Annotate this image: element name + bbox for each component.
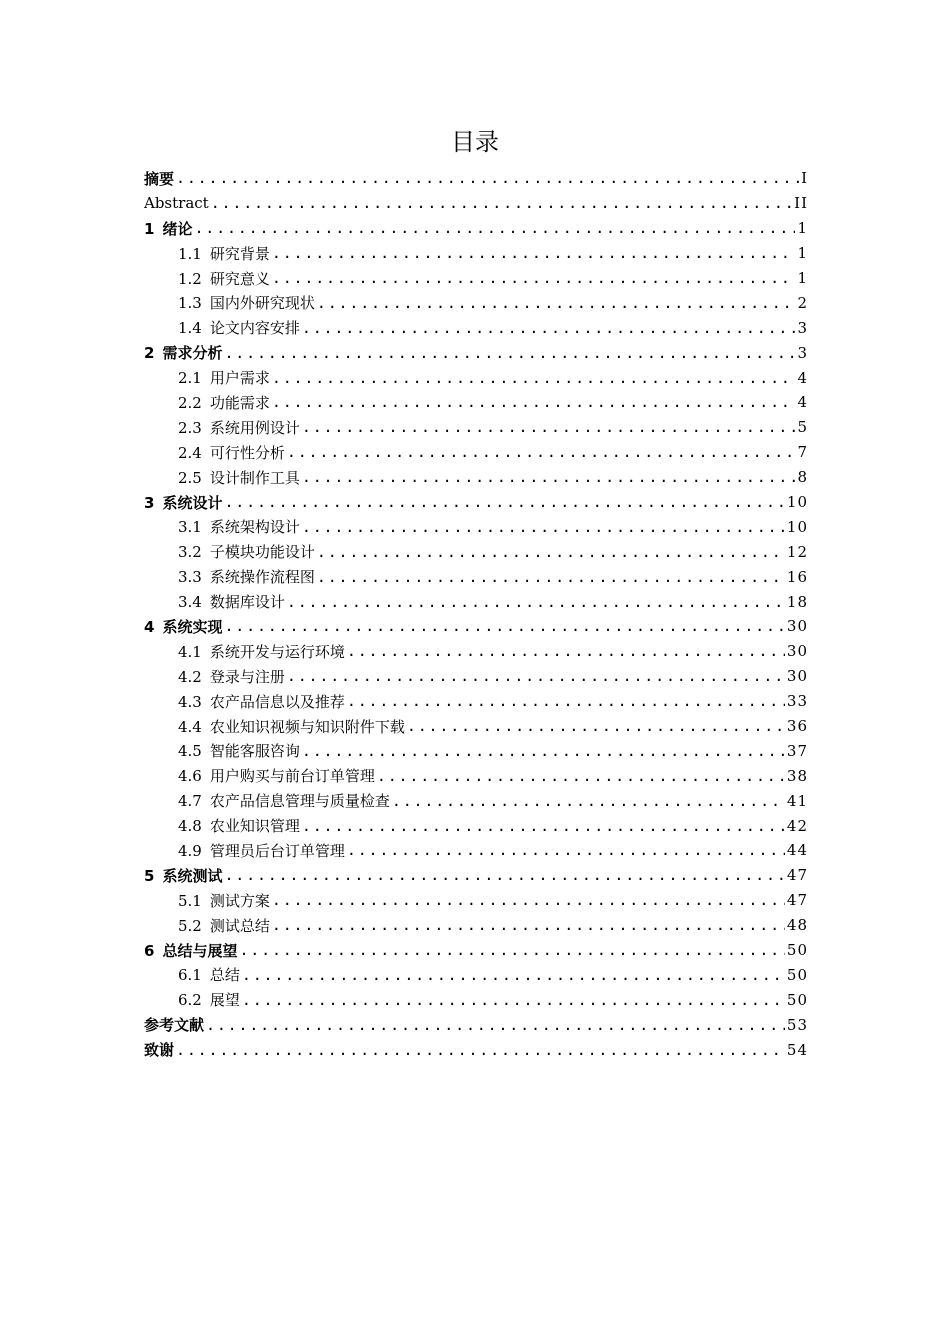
toc-entry-number: 2.5 bbox=[178, 468, 202, 487]
toc-entry-label bbox=[178, 268, 270, 289]
toc-entry[interactable] bbox=[144, 788, 808, 813]
dot-leader bbox=[317, 543, 785, 561]
toc-entry-number: 4.6 bbox=[178, 767, 202, 786]
toc-entry-page-number: 50 bbox=[786, 965, 808, 984]
toc-entry-page-number: 36 bbox=[786, 717, 808, 736]
toc-entry-number: 4.2 bbox=[178, 667, 202, 686]
toc-entry-label bbox=[144, 1014, 204, 1035]
dot-leader bbox=[206, 1016, 785, 1034]
dot-leader bbox=[224, 344, 795, 362]
toc-entry-label bbox=[178, 467, 300, 488]
toc-entry[interactable] bbox=[144, 514, 808, 539]
toc-entry-number: 4.1 bbox=[178, 642, 202, 661]
toc-entry-text: 展望 bbox=[209, 991, 240, 1010]
dot-leader bbox=[224, 493, 784, 511]
toc-entry-text: 论文内容安排 bbox=[209, 319, 300, 338]
toc-entry-text: 用户需求 bbox=[209, 369, 270, 388]
toc-entry-number: 4.3 bbox=[178, 692, 202, 711]
toc-entry-label bbox=[178, 292, 315, 313]
toc-entry-text: 农产品信息以及推荐 bbox=[209, 692, 345, 711]
toc-entry-text: 农产品信息管理与质量检查 bbox=[209, 792, 390, 811]
toc-entry-text: 致谢 bbox=[144, 1041, 175, 1060]
toc-entry-page-number: 42 bbox=[786, 816, 808, 835]
toc-entry-page-number: 30 bbox=[786, 667, 808, 686]
toc-entry-text: 系统架构设计 bbox=[209, 518, 300, 537]
toc-entry-page-number: II bbox=[794, 194, 808, 213]
toc-entry-number: 4.9 bbox=[178, 841, 202, 860]
dot-leader bbox=[392, 792, 785, 810]
toc-entry-label bbox=[178, 716, 405, 737]
toc-entry-page-number: 53 bbox=[786, 1015, 808, 1034]
toc-entry-text: 系统开发与运行环境 bbox=[209, 642, 345, 661]
toc-entry-page-number: 3 bbox=[797, 318, 808, 337]
toc-entry-page-number: 2 bbox=[797, 293, 808, 312]
toc-entry-label bbox=[144, 492, 222, 513]
toc-entry-label bbox=[144, 218, 192, 239]
toc-entry-label bbox=[178, 417, 300, 438]
toc-entry-label bbox=[178, 765, 375, 786]
toc-entry-page-number: 50 bbox=[786, 990, 808, 1009]
toc-entry-text: 管理员后台订单管理 bbox=[209, 841, 345, 860]
toc-entry-label bbox=[178, 442, 285, 463]
toc-entry-text: 系统测试 bbox=[162, 866, 223, 885]
toc-entry-label bbox=[144, 342, 222, 363]
toc-entry[interactable] bbox=[144, 415, 808, 440]
dot-leader bbox=[302, 518, 785, 536]
toc-entry-label bbox=[144, 865, 222, 886]
toc-entry-label bbox=[178, 691, 345, 712]
toc-entry-number: 3.2 bbox=[178, 543, 202, 562]
toc-entry[interactable] bbox=[144, 664, 808, 689]
toc-entry-number: 6 bbox=[144, 941, 155, 960]
toc-entry-label bbox=[178, 541, 315, 562]
dot-leader bbox=[272, 891, 785, 909]
dot-leader bbox=[302, 742, 785, 760]
toc-entry-page-number: 10 bbox=[786, 493, 808, 512]
toc-entry-number: 2.3 bbox=[178, 418, 202, 437]
toc-entry-text: 系统设计 bbox=[162, 493, 223, 512]
toc-entry-page-number: 16 bbox=[786, 567, 808, 586]
toc-entry-number: 2.2 bbox=[178, 393, 202, 412]
dot-leader bbox=[242, 966, 785, 984]
toc-entry[interactable] bbox=[144, 589, 808, 614]
toc-entry[interactable] bbox=[144, 838, 808, 863]
toc-entry-label bbox=[178, 915, 270, 936]
toc-entry-text: 测试方案 bbox=[209, 891, 270, 910]
toc-entry-number: 4.7 bbox=[178, 792, 202, 811]
toc-entry-text: 总结与展望 bbox=[162, 941, 238, 960]
toc-title: 目录 bbox=[451, 128, 499, 156]
toc-entry-number: 3.1 bbox=[178, 518, 202, 537]
dot-leader bbox=[272, 244, 796, 262]
toc-entry[interactable] bbox=[144, 166, 808, 191]
toc-entry[interactable] bbox=[144, 863, 808, 888]
dot-leader bbox=[287, 443, 796, 461]
toc-entry-page-number: I bbox=[801, 169, 808, 188]
toc-entry-number: 1.2 bbox=[178, 269, 202, 288]
toc-entry[interactable] bbox=[144, 813, 808, 838]
toc-entry-label bbox=[144, 1039, 174, 1060]
toc-entry-text: 登录与注册 bbox=[209, 667, 285, 686]
dot-leader bbox=[224, 617, 784, 635]
dot-leader bbox=[239, 941, 784, 959]
toc-entry-number: 2 bbox=[144, 344, 155, 363]
dot-leader bbox=[242, 991, 785, 1009]
toc-entry-page-number: 5 bbox=[797, 418, 808, 437]
dot-leader bbox=[272, 369, 796, 387]
dot-leader bbox=[176, 1041, 785, 1059]
toc-entry[interactable] bbox=[144, 266, 808, 291]
toc-entry[interactable] bbox=[144, 216, 808, 241]
dot-leader bbox=[224, 866, 784, 884]
toc-entry-number: 2.1 bbox=[178, 369, 202, 388]
dot-leader bbox=[317, 568, 785, 586]
toc-entry-number: 1.4 bbox=[178, 319, 202, 338]
dot-leader bbox=[211, 194, 792, 212]
toc-entry-label bbox=[178, 790, 390, 811]
toc-entry[interactable] bbox=[144, 241, 808, 266]
toc-entry-number: 4.8 bbox=[178, 817, 202, 836]
toc-entry-label bbox=[178, 641, 345, 662]
toc-entry-page-number: 10 bbox=[786, 517, 808, 536]
toc-entry-label bbox=[144, 940, 237, 961]
toc-entry-number: 4.5 bbox=[178, 742, 202, 761]
toc-entry-number: 6.2 bbox=[178, 991, 202, 1010]
toc-entry-page-number: 47 bbox=[786, 866, 808, 885]
toc-entry[interactable] bbox=[144, 987, 808, 1012]
toc-entry[interactable] bbox=[144, 191, 808, 216]
toc-entry-label bbox=[178, 740, 300, 761]
toc-entry-label bbox=[178, 516, 300, 537]
dot-leader bbox=[347, 841, 785, 859]
toc-entry[interactable] bbox=[144, 390, 808, 415]
toc-entry-page-number: 47 bbox=[786, 891, 808, 910]
toc-entry-text: 智能客服咨询 bbox=[209, 742, 300, 761]
toc-entry-page-number: 1 bbox=[797, 219, 808, 238]
toc-entry-number: 3.3 bbox=[178, 568, 202, 587]
toc-entry-page-number: 30 bbox=[786, 642, 808, 661]
toc-entry-text: 参考文献 bbox=[144, 1016, 205, 1035]
toc-entry-label bbox=[178, 989, 240, 1010]
dot-leader bbox=[287, 667, 785, 685]
toc-entry-label bbox=[178, 890, 270, 911]
toc-entry-text: 系统用例设计 bbox=[209, 418, 300, 437]
toc-entry-text: 系统操作流程图 bbox=[209, 568, 315, 587]
dot-leader bbox=[272, 393, 796, 411]
toc-entry-page-number: 30 bbox=[786, 617, 808, 636]
toc-entry-label bbox=[178, 392, 270, 413]
dot-leader bbox=[302, 418, 796, 436]
toc-entry-page-number: 8 bbox=[797, 468, 808, 487]
toc-entry[interactable] bbox=[144, 564, 808, 589]
toc-entry-page-number: 12 bbox=[786, 542, 808, 561]
toc-entry-page-number: 7 bbox=[797, 443, 808, 462]
toc-entry-label bbox=[178, 964, 240, 985]
dot-leader bbox=[272, 916, 785, 934]
toc-entry-text: 测试总结 bbox=[209, 916, 270, 935]
dot-leader bbox=[302, 817, 785, 835]
toc-entry-text: 农业知识视频与知识附件下载 bbox=[209, 717, 405, 736]
toc-entry-number: 2.4 bbox=[178, 443, 202, 462]
toc-entry-number: 3.4 bbox=[178, 593, 202, 612]
toc-entry-page-number: 4 bbox=[797, 368, 808, 387]
toc-entry[interactable] bbox=[144, 913, 808, 938]
toc-entry-page-number: 33 bbox=[786, 692, 808, 711]
toc-entry-text: 绪论 bbox=[162, 219, 193, 238]
toc-entry-number: 4.4 bbox=[178, 717, 202, 736]
toc-entry-label bbox=[178, 243, 270, 264]
toc-entry-number: 5 bbox=[144, 866, 155, 885]
toc-entry-label bbox=[178, 840, 345, 861]
toc-entry-text: 摘要 bbox=[144, 169, 175, 188]
toc-entry-number: 4 bbox=[144, 617, 155, 636]
toc-entry-label bbox=[178, 666, 285, 687]
toc-entry-text: 系统实现 bbox=[162, 617, 223, 636]
toc-entry[interactable] bbox=[144, 763, 808, 788]
toc-entry[interactable] bbox=[144, 714, 808, 739]
toc-entry-number: 6.1 bbox=[178, 966, 202, 985]
toc-entry-label bbox=[144, 194, 209, 212]
table-of-contents bbox=[144, 166, 808, 1062]
toc-entry-text: 用户购买与前台订单管理 bbox=[209, 767, 375, 786]
toc-entry-number: 3 bbox=[144, 493, 155, 512]
toc-entry-number: 5.1 bbox=[178, 891, 202, 910]
dot-leader bbox=[347, 692, 785, 710]
dot-leader bbox=[176, 169, 799, 187]
toc-entry-text: 农业知识管理 bbox=[209, 817, 300, 836]
toc-entry[interactable] bbox=[144, 539, 808, 564]
toc-entry-page-number: 48 bbox=[786, 916, 808, 935]
toc-entry-label bbox=[178, 566, 315, 587]
dot-leader bbox=[287, 593, 785, 611]
toc-entry-text: 设计制作工具 bbox=[209, 468, 300, 487]
toc-entry-text: 国内外研究现状 bbox=[209, 294, 315, 313]
toc-entry[interactable] bbox=[144, 888, 808, 913]
toc-entry[interactable] bbox=[144, 490, 808, 515]
toc-entry-page-number: 50 bbox=[786, 941, 808, 960]
dot-leader bbox=[272, 269, 796, 287]
toc-entry-page-number: 38 bbox=[786, 766, 808, 785]
toc-entry-text: Abstract bbox=[144, 194, 209, 213]
dot-leader bbox=[302, 468, 796, 486]
toc-entry[interactable] bbox=[144, 689, 808, 714]
toc-entry[interactable] bbox=[144, 1037, 808, 1062]
dot-leader bbox=[347, 642, 785, 660]
toc-entry-number: 1 bbox=[144, 219, 155, 238]
toc-entry[interactable] bbox=[144, 963, 808, 988]
dot-leader bbox=[302, 319, 796, 337]
toc-entry[interactable] bbox=[144, 1012, 808, 1037]
toc-entry-label bbox=[178, 317, 300, 338]
toc-entry-number: 1.3 bbox=[178, 294, 202, 313]
toc-entry-text: 数据库设计 bbox=[209, 593, 285, 612]
toc-entry-number: 5.2 bbox=[178, 916, 202, 935]
toc-entry-page-number: 37 bbox=[786, 741, 808, 760]
toc-entry-page-number: 54 bbox=[786, 1040, 808, 1059]
toc-entry-label bbox=[178, 815, 300, 836]
dot-leader bbox=[194, 219, 795, 237]
toc-entry-label bbox=[178, 591, 285, 612]
toc-entry-text: 可行性分析 bbox=[209, 443, 285, 462]
toc-entry-page-number: 1 bbox=[797, 244, 808, 263]
toc-entry-label bbox=[144, 168, 174, 189]
toc-entry-text: 需求分析 bbox=[162, 344, 223, 363]
dot-leader bbox=[407, 717, 785, 735]
toc-entry[interactable] bbox=[144, 365, 808, 390]
toc-entry[interactable] bbox=[144, 315, 808, 340]
toc-entry-text: 研究意义 bbox=[209, 269, 270, 288]
dot-leader bbox=[377, 767, 785, 785]
toc-entry[interactable] bbox=[144, 738, 808, 763]
toc-entry-page-number: 18 bbox=[786, 592, 808, 611]
toc-entry[interactable] bbox=[144, 465, 808, 490]
toc-entry-page-number: 4 bbox=[797, 393, 808, 412]
toc-entry-page-number: 41 bbox=[786, 791, 808, 810]
toc-entry-text: 功能需求 bbox=[209, 393, 270, 412]
toc-entry[interactable] bbox=[144, 440, 808, 465]
toc-entry-label bbox=[144, 616, 222, 637]
toc-entry-label bbox=[178, 367, 270, 388]
toc-entry[interactable] bbox=[144, 290, 808, 315]
dot-leader bbox=[317, 294, 796, 312]
toc-entry-text: 子模块功能设计 bbox=[209, 543, 315, 562]
toc-entry[interactable] bbox=[144, 340, 808, 365]
toc-entry-page-number: 3 bbox=[797, 343, 808, 362]
toc-entry[interactable] bbox=[144, 614, 808, 639]
toc-entry-number: 1.1 bbox=[178, 244, 202, 263]
toc-entry-text: 总结 bbox=[209, 966, 240, 985]
toc-entry-page-number: 1 bbox=[797, 269, 808, 287]
toc-entry-page-number: 44 bbox=[786, 841, 808, 860]
toc-entry-text: 研究背景 bbox=[209, 244, 270, 263]
toc-entry[interactable] bbox=[144, 639, 808, 664]
toc-entry[interactable] bbox=[144, 938, 808, 963]
